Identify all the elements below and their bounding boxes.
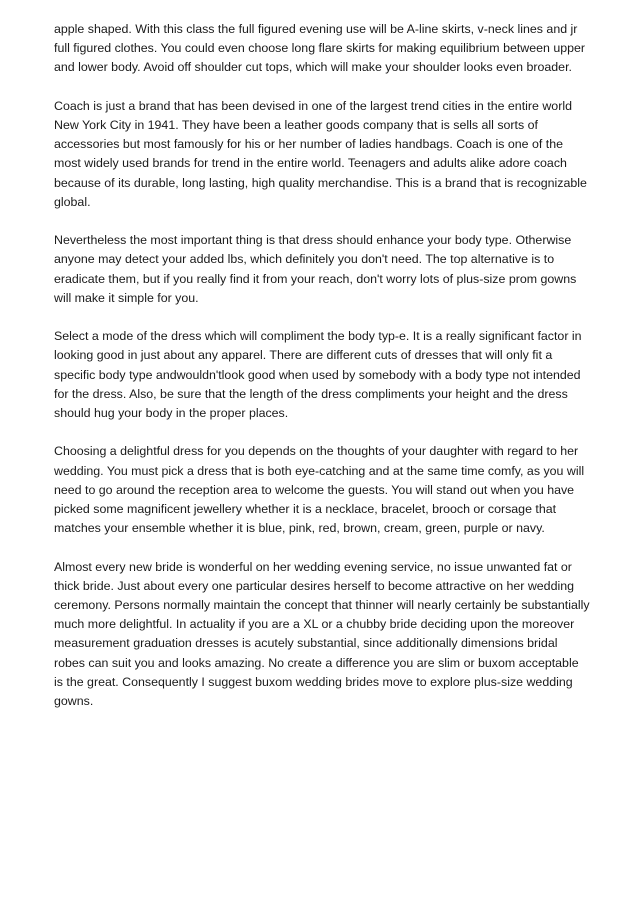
paragraph-5: Choosing a delightful dress for you depends on the thoughts of your daughter with regard to her wedding. You must pick a dress that is both eye-catching and at the same time comfy, as you will need to go around the reception area to welcome the guests. You will stand out when you have picked some magnificent jewellery whether it is a necklace, bracelet, brooch or corsage that matches your ensemble whether it is blue, pink, red, brown, cream, green, purple or navy.: [54, 444, 585, 536]
document-body: [54, 20, 614, 730]
paragraph-1: apple shaped. With this class the full figured evening use will be A-line skirts, v-neck lines and jr full figured clothes. You could even choose long flare skirts for making equilibrium between upper and lower body. Avoid off shoulder cut tops, which will make your shoulder looks even broader.: [54, 22, 586, 75]
paragraph-4: Select a mode of the dress which will compliment the body typ-e. It is a really significant factor in looking good in just about any apparel. There are different cuts of dresses that will only fit a specific body type andwouldn'tlook good when used by somebody with a body type not intended for the dress. Also, be sure that the length of the dress compliments your height and the dress should hug your body in the proper places.: [54, 329, 582, 421]
paragraph-3: Nevertheless the most important thing is that dress should enhance your body type. Otherwise anyone may detect your added lbs, which definitely you don't need. The top alternative is to eradicate them, but if you really find it from your reach, don't worry lots of plus-size prom gowns will make it simple for you.: [54, 233, 577, 305]
paragraph-2: Coach is just a brand that has been devised in one of the largest trend cities in the entire world New York City in 1941. They have been a leather goods company that is sells all sorts of accessories but most famously for his or her number of ladies handbags. Coach is one of the most widely used brands for trend in the entire world. Teenagers and adults alike adore coach because of its durable, long lasting, high quality merchandise. This is a brand that is recognizable global.: [54, 98, 587, 209]
paragraph-6: Almost every new bride is wonderful on her wedding evening service, no issue unwanted fat or thick bride. Just about every one particular desires herself to become attractive on her wedding ceremony. Persons normally maintain the concept that thinner will nearly certainly be substantially much more delightful. In actuality if you are a XL or a chubby bride deciding upon the moreover measurement graduation dresses is acutely substantial, since additionally dimensions bridal robes can suit you and looks amazing. No create a difference you are slim or buxom acceptable is the great. Consequently I suggest buxom wedding brides move to explore plus-size wedding gowns.: [54, 559, 590, 709]
